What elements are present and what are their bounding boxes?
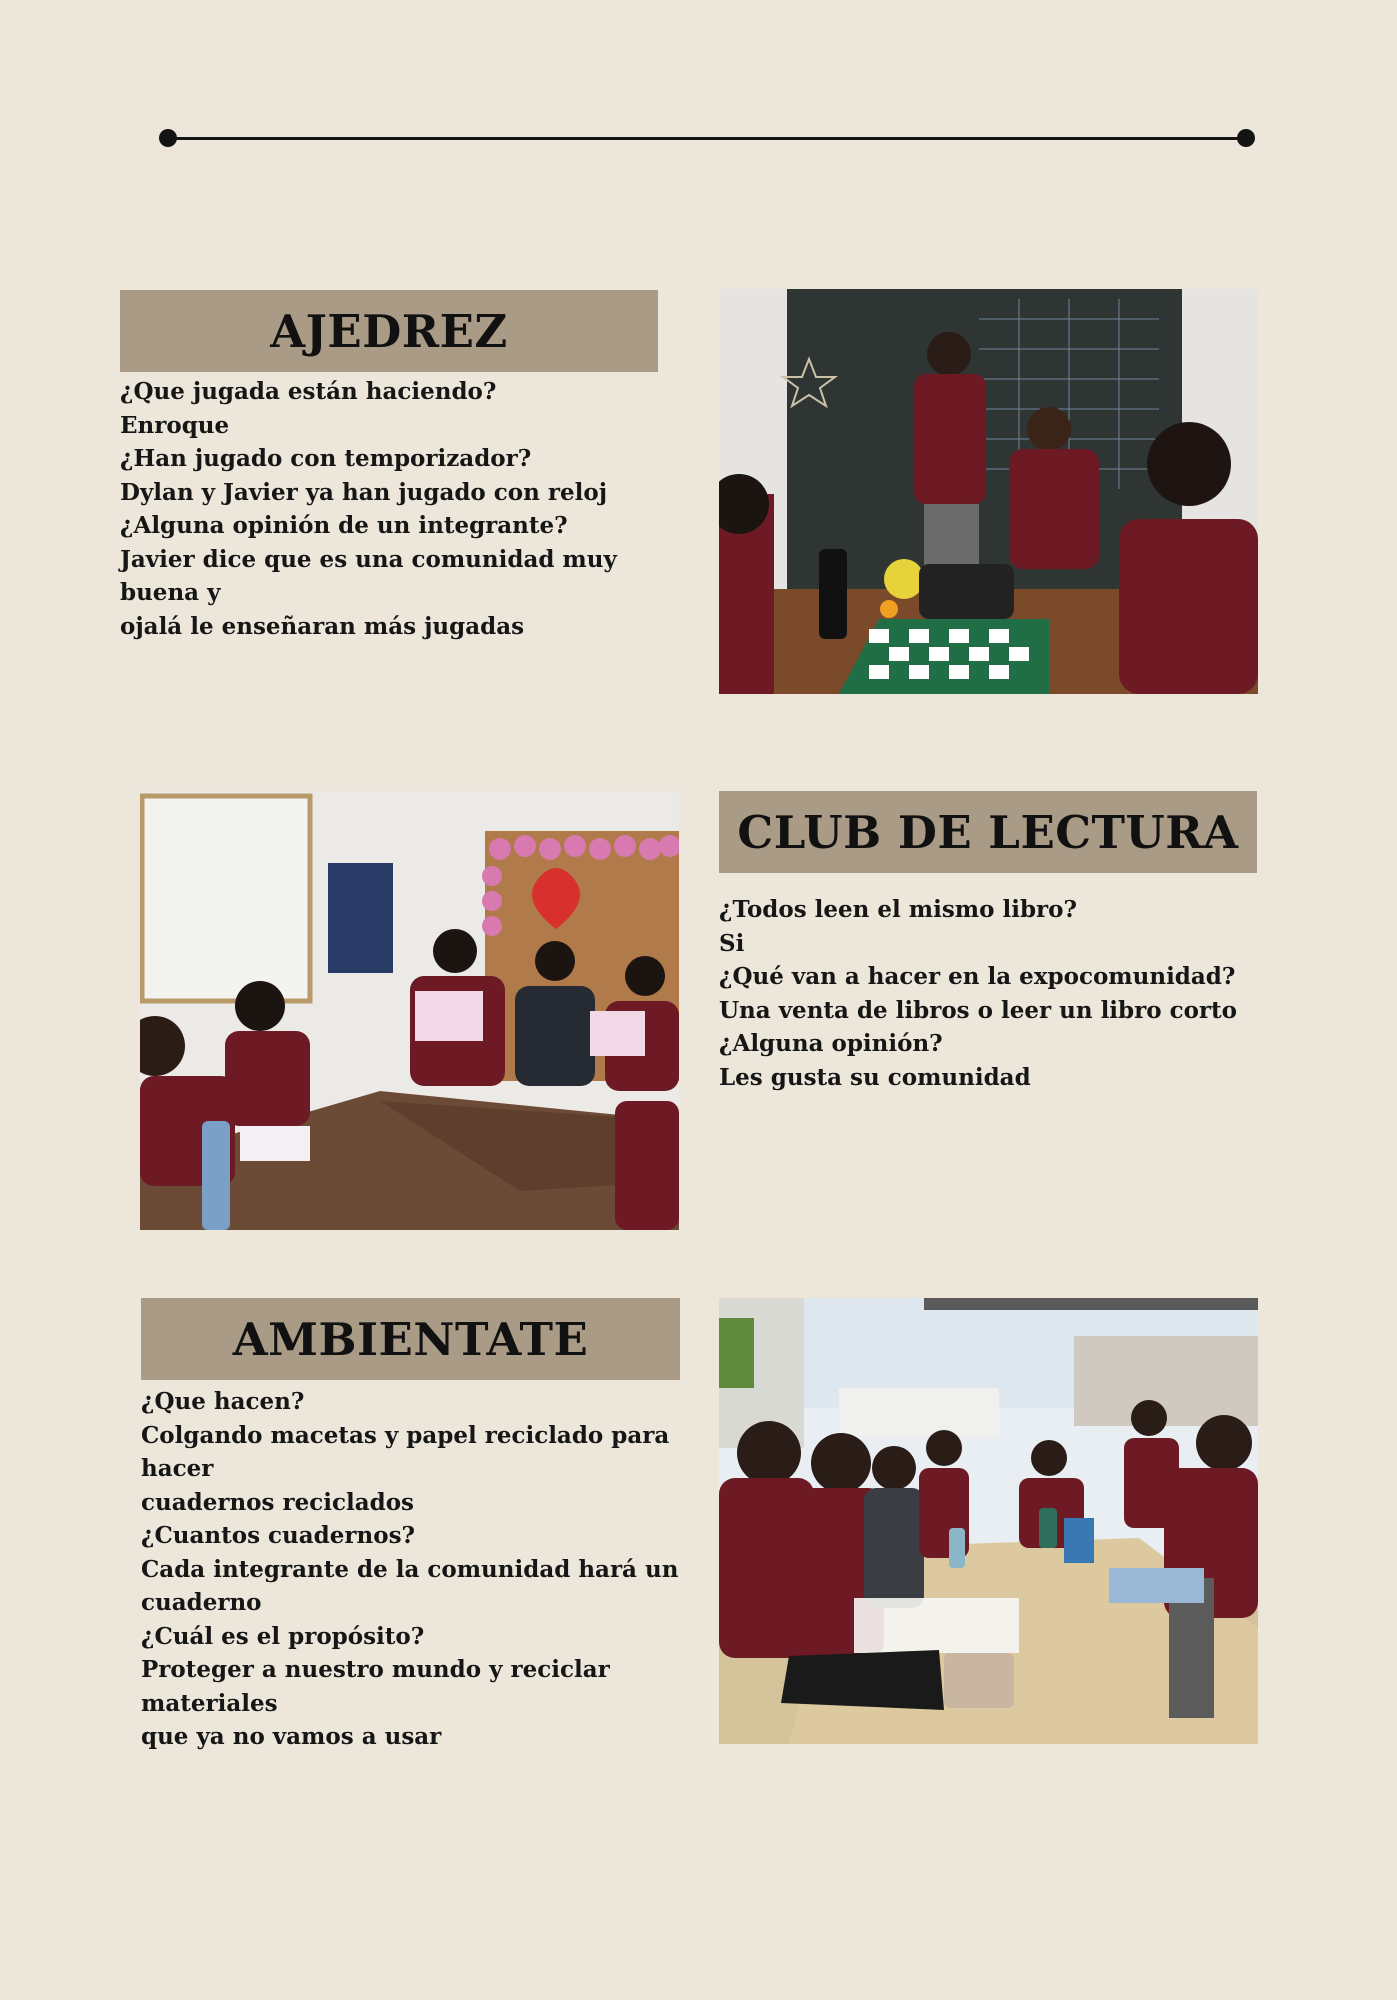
ajedrez-line: Javier dice que es una comunidad muy buena y	[120, 545, 617, 606]
ambientate-line: Cada integrante de la comunidad hará un	[141, 1555, 679, 1583]
reading-club-photo	[140, 791, 679, 1230]
club-lectura-heading	[719, 791, 1257, 873]
ambientate-line: ¿Cuál es el propósito?	[141, 1622, 425, 1650]
club-lectura-text	[719, 893, 1279, 1094]
club-lectura-title: CLUB DE LECTURA	[737, 805, 1239, 859]
club-lectura-line: Si	[719, 929, 745, 957]
ambientate-heading	[141, 1298, 680, 1380]
ajedrez-line: Dylan y Javier ya han jugado con reloj	[120, 478, 608, 506]
ajedrez-heading	[120, 290, 658, 372]
ajedrez-title: AJEDREZ	[270, 304, 508, 358]
club-lectura-line: ¿Todos leen el mismo libro?	[719, 896, 1077, 923]
divider-dot-right	[1237, 129, 1255, 147]
top-divider	[167, 137, 1247, 140]
club-lectura-line: ¿Qué van a hacer en la expocomunidad?	[719, 963, 1236, 990]
ambientate-line: ¿Que hacen?	[141, 1388, 305, 1415]
ambientate-line: que ya no vamos a usar	[141, 1723, 442, 1750]
ambientate-line: Proteger a nuestro mundo y reciclar materiales	[141, 1656, 610, 1717]
divider-dot-left	[159, 129, 177, 147]
ajedrez-line: ojalá le enseñaran más jugadas	[120, 612, 525, 640]
club-lectura-line: Les gusta su comunidad	[719, 1063, 1031, 1091]
ajedrez-text	[120, 375, 680, 643]
ajedrez-line: Enroque	[120, 411, 230, 439]
ambientate-line: ¿Cuantos cuadernos?	[141, 1522, 416, 1549]
ambientate-title: AMBIENTATE	[232, 1312, 589, 1366]
ambientate-photo	[719, 1298, 1258, 1744]
club-lectura-line: Una venta de libros o leer un libro corto	[719, 996, 1238, 1024]
chess-club-photo	[719, 289, 1258, 694]
ambientate-line: Colgando macetas y papel reciclado para hacer	[141, 1421, 670, 1482]
ajedrez-line: ¿Alguna opinión de un integrante?	[120, 512, 568, 539]
ajedrez-line: ¿Han jugado con temporizador?	[120, 445, 532, 472]
ambientate-line: cuadernos reciclados	[141, 1488, 414, 1516]
club-lectura-line: ¿Alguna opinión?	[719, 1030, 943, 1057]
ambientate-text	[141, 1385, 701, 1754]
ambientate-line: cuaderno	[141, 1589, 262, 1616]
ajedrez-line: ¿Que jugada están haciendo?	[120, 378, 497, 405]
